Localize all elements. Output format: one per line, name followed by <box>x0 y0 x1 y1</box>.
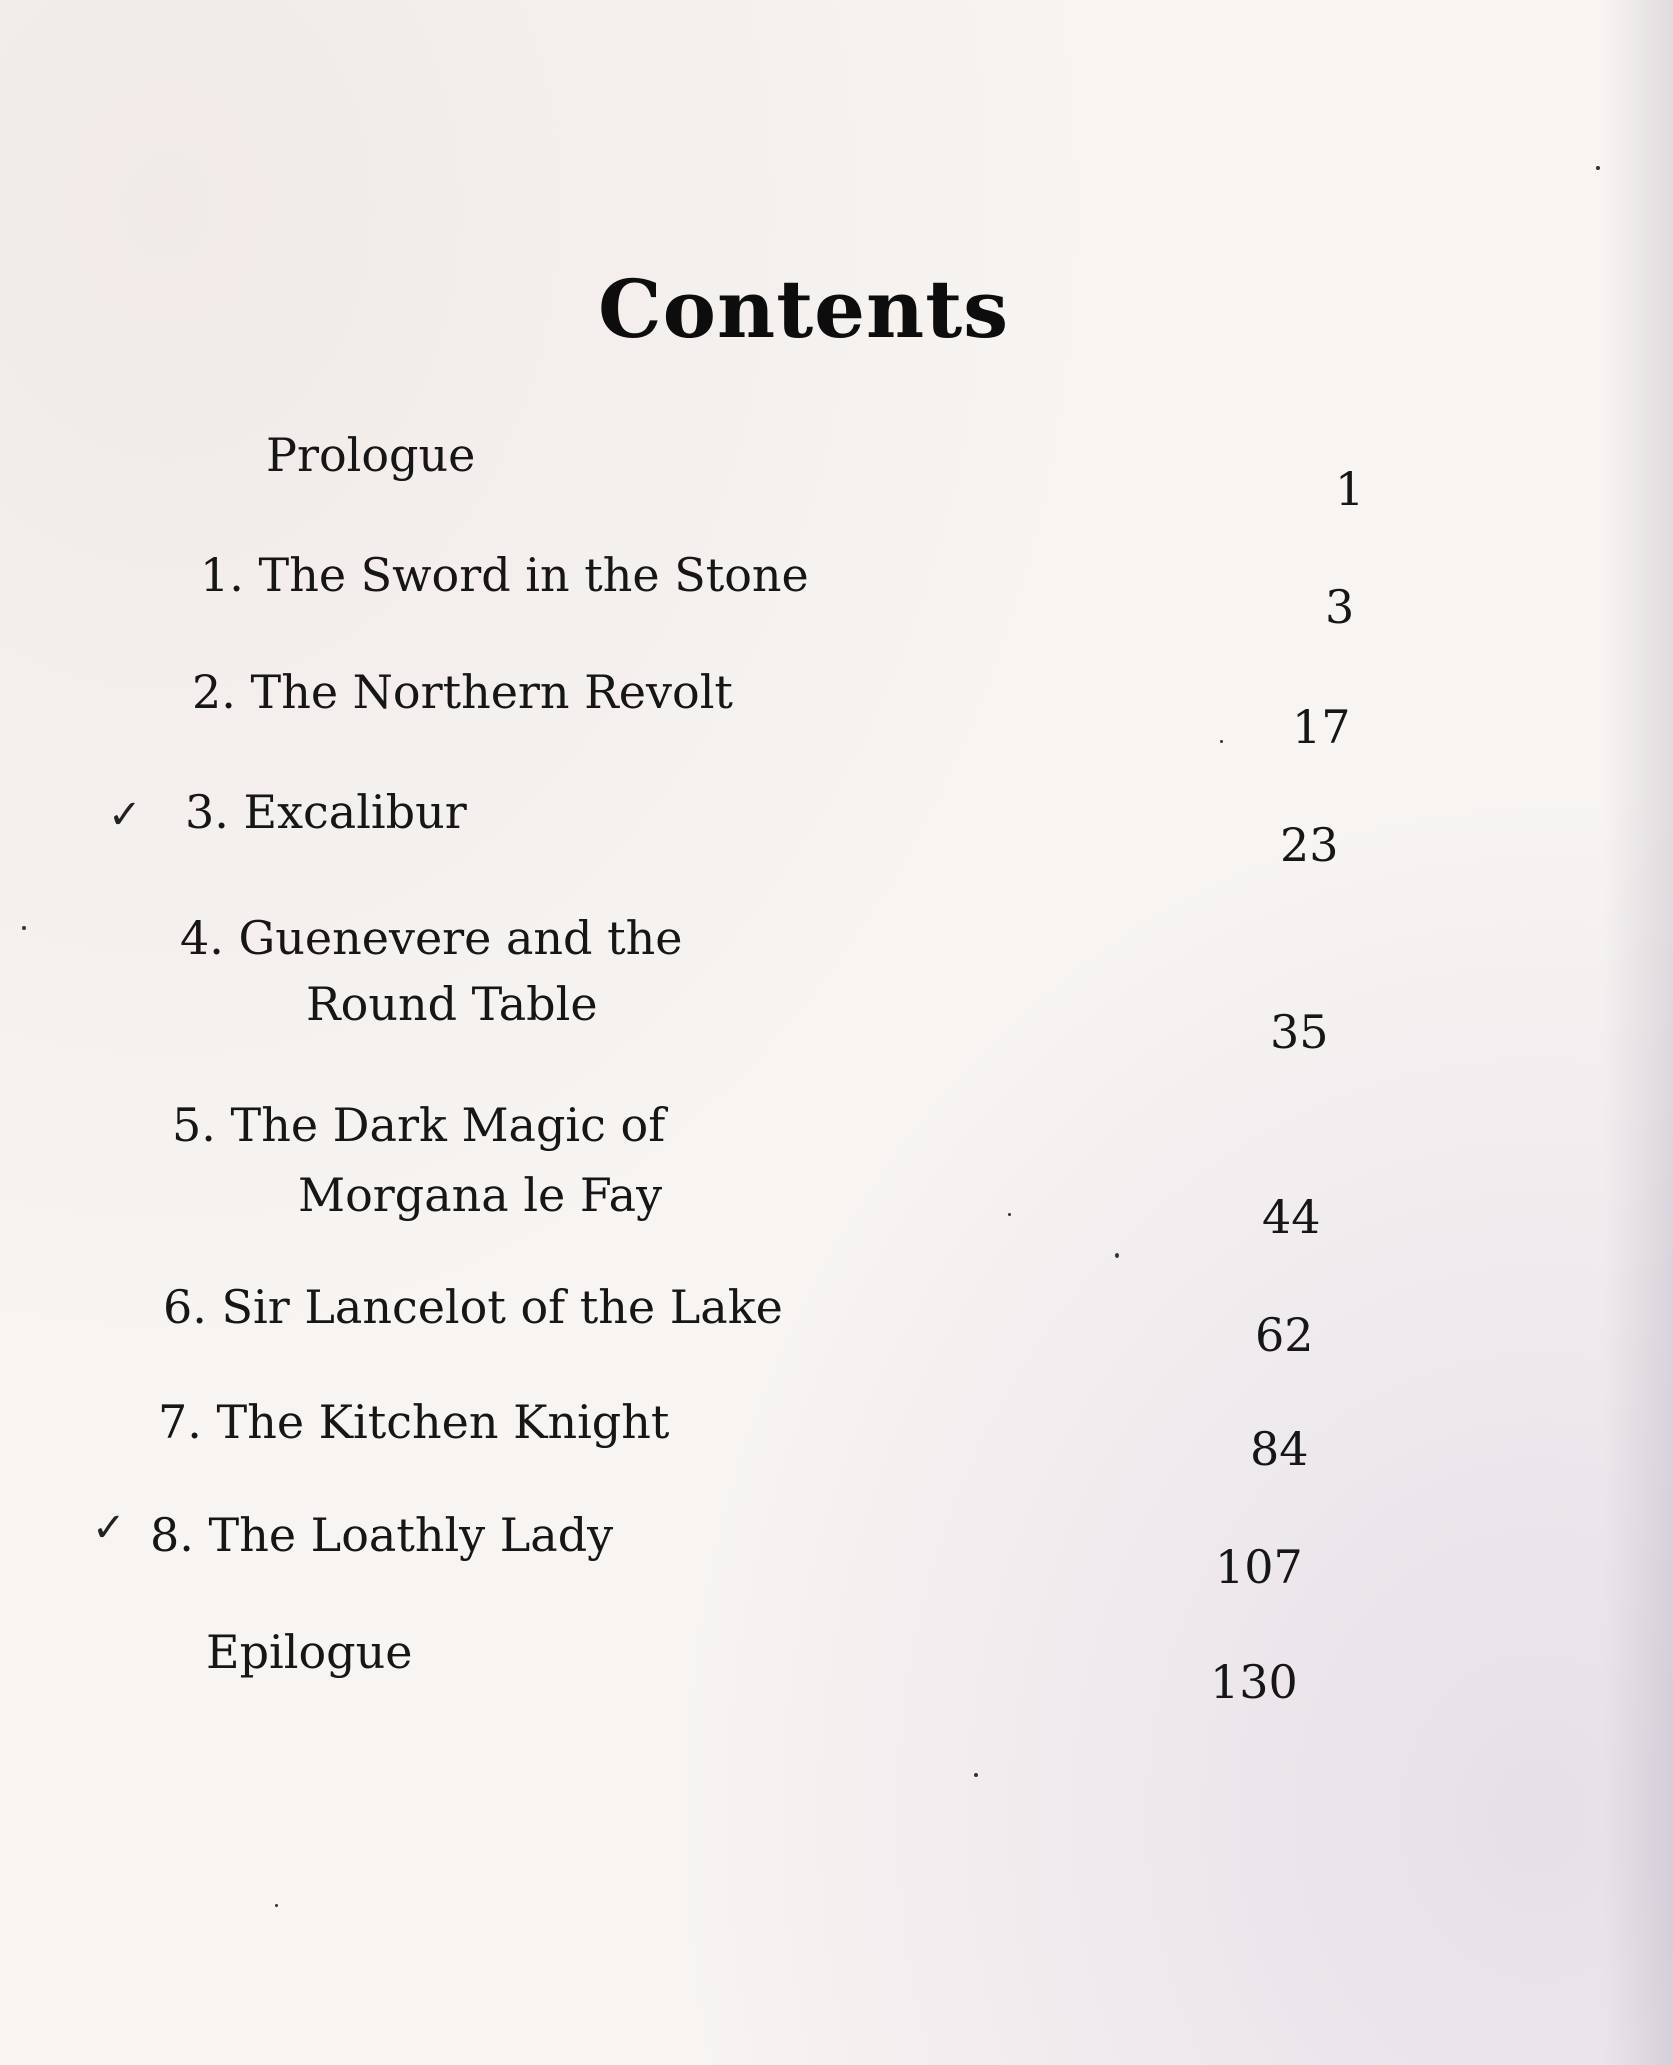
toc-page-number: 17 <box>1292 700 1351 754</box>
toc-entry-5 <box>172 1090 665 1230</box>
toc-entry-label-continued: Round Table <box>306 977 598 1031</box>
toc-entry-label: 7. The Kitchen Knight <box>158 1395 670 1449</box>
toc-page-number: 84 <box>1250 1422 1309 1476</box>
toc-page-number: 1 <box>1335 462 1365 516</box>
paper-speck <box>275 1904 278 1907</box>
paper-speck <box>22 926 26 930</box>
check-mark-icon: ✓ <box>108 792 142 838</box>
toc-page-number: 62 <box>1255 1308 1314 1362</box>
toc-entry-1 <box>200 548 809 602</box>
toc-entry-label: 5. The Dark Magic of <box>172 1098 666 1152</box>
toc-entry-4 <box>180 905 682 1037</box>
paper-speck <box>1596 166 1600 170</box>
toc-entry-epilogue <box>206 1625 412 1679</box>
paper-speck <box>974 1773 978 1777</box>
toc-entry-label: 8. The Loathly Lady <box>150 1508 614 1562</box>
toc-entry-label-continued: Morgana le Fay <box>298 1168 663 1222</box>
toc-page-number: 130 <box>1210 1655 1298 1709</box>
toc-entry-3 <box>185 785 467 839</box>
toc-entry-label: 1. The Sword in the Stone <box>200 548 809 602</box>
paper-speck <box>1220 740 1223 743</box>
toc-page-number: 3 <box>1325 580 1355 634</box>
toc-entry-label: 2. The Northern Revolt <box>192 665 733 719</box>
page-title: Contents <box>598 262 1010 356</box>
toc-entry-label: 4. Guenevere and the <box>180 911 683 965</box>
toc-entry-7 <box>158 1395 669 1449</box>
toc-entry-6 <box>163 1280 783 1334</box>
toc-entry-label: Epilogue <box>206 1625 413 1679</box>
paper-speck <box>1115 1253 1119 1258</box>
toc-entry-8 <box>150 1508 613 1562</box>
check-mark-icon: ✓ <box>92 1505 126 1551</box>
toc-page-number: 107 <box>1215 1540 1303 1594</box>
toc-page-number: 44 <box>1262 1190 1321 1244</box>
toc-entry-label: 3. Excalibur <box>185 785 467 839</box>
toc-entry-label: Prologue <box>266 428 476 482</box>
toc-page-number: 23 <box>1280 818 1339 872</box>
toc-entry-prologue <box>266 428 475 482</box>
paper-speck <box>1008 1213 1011 1216</box>
toc-page-number: 35 <box>1270 1005 1329 1059</box>
toc-entry-label: 6. Sir Lancelot of the Lake <box>163 1280 783 1334</box>
toc-entry-2 <box>192 665 733 719</box>
page-edge-shadow <box>1603 0 1673 2065</box>
